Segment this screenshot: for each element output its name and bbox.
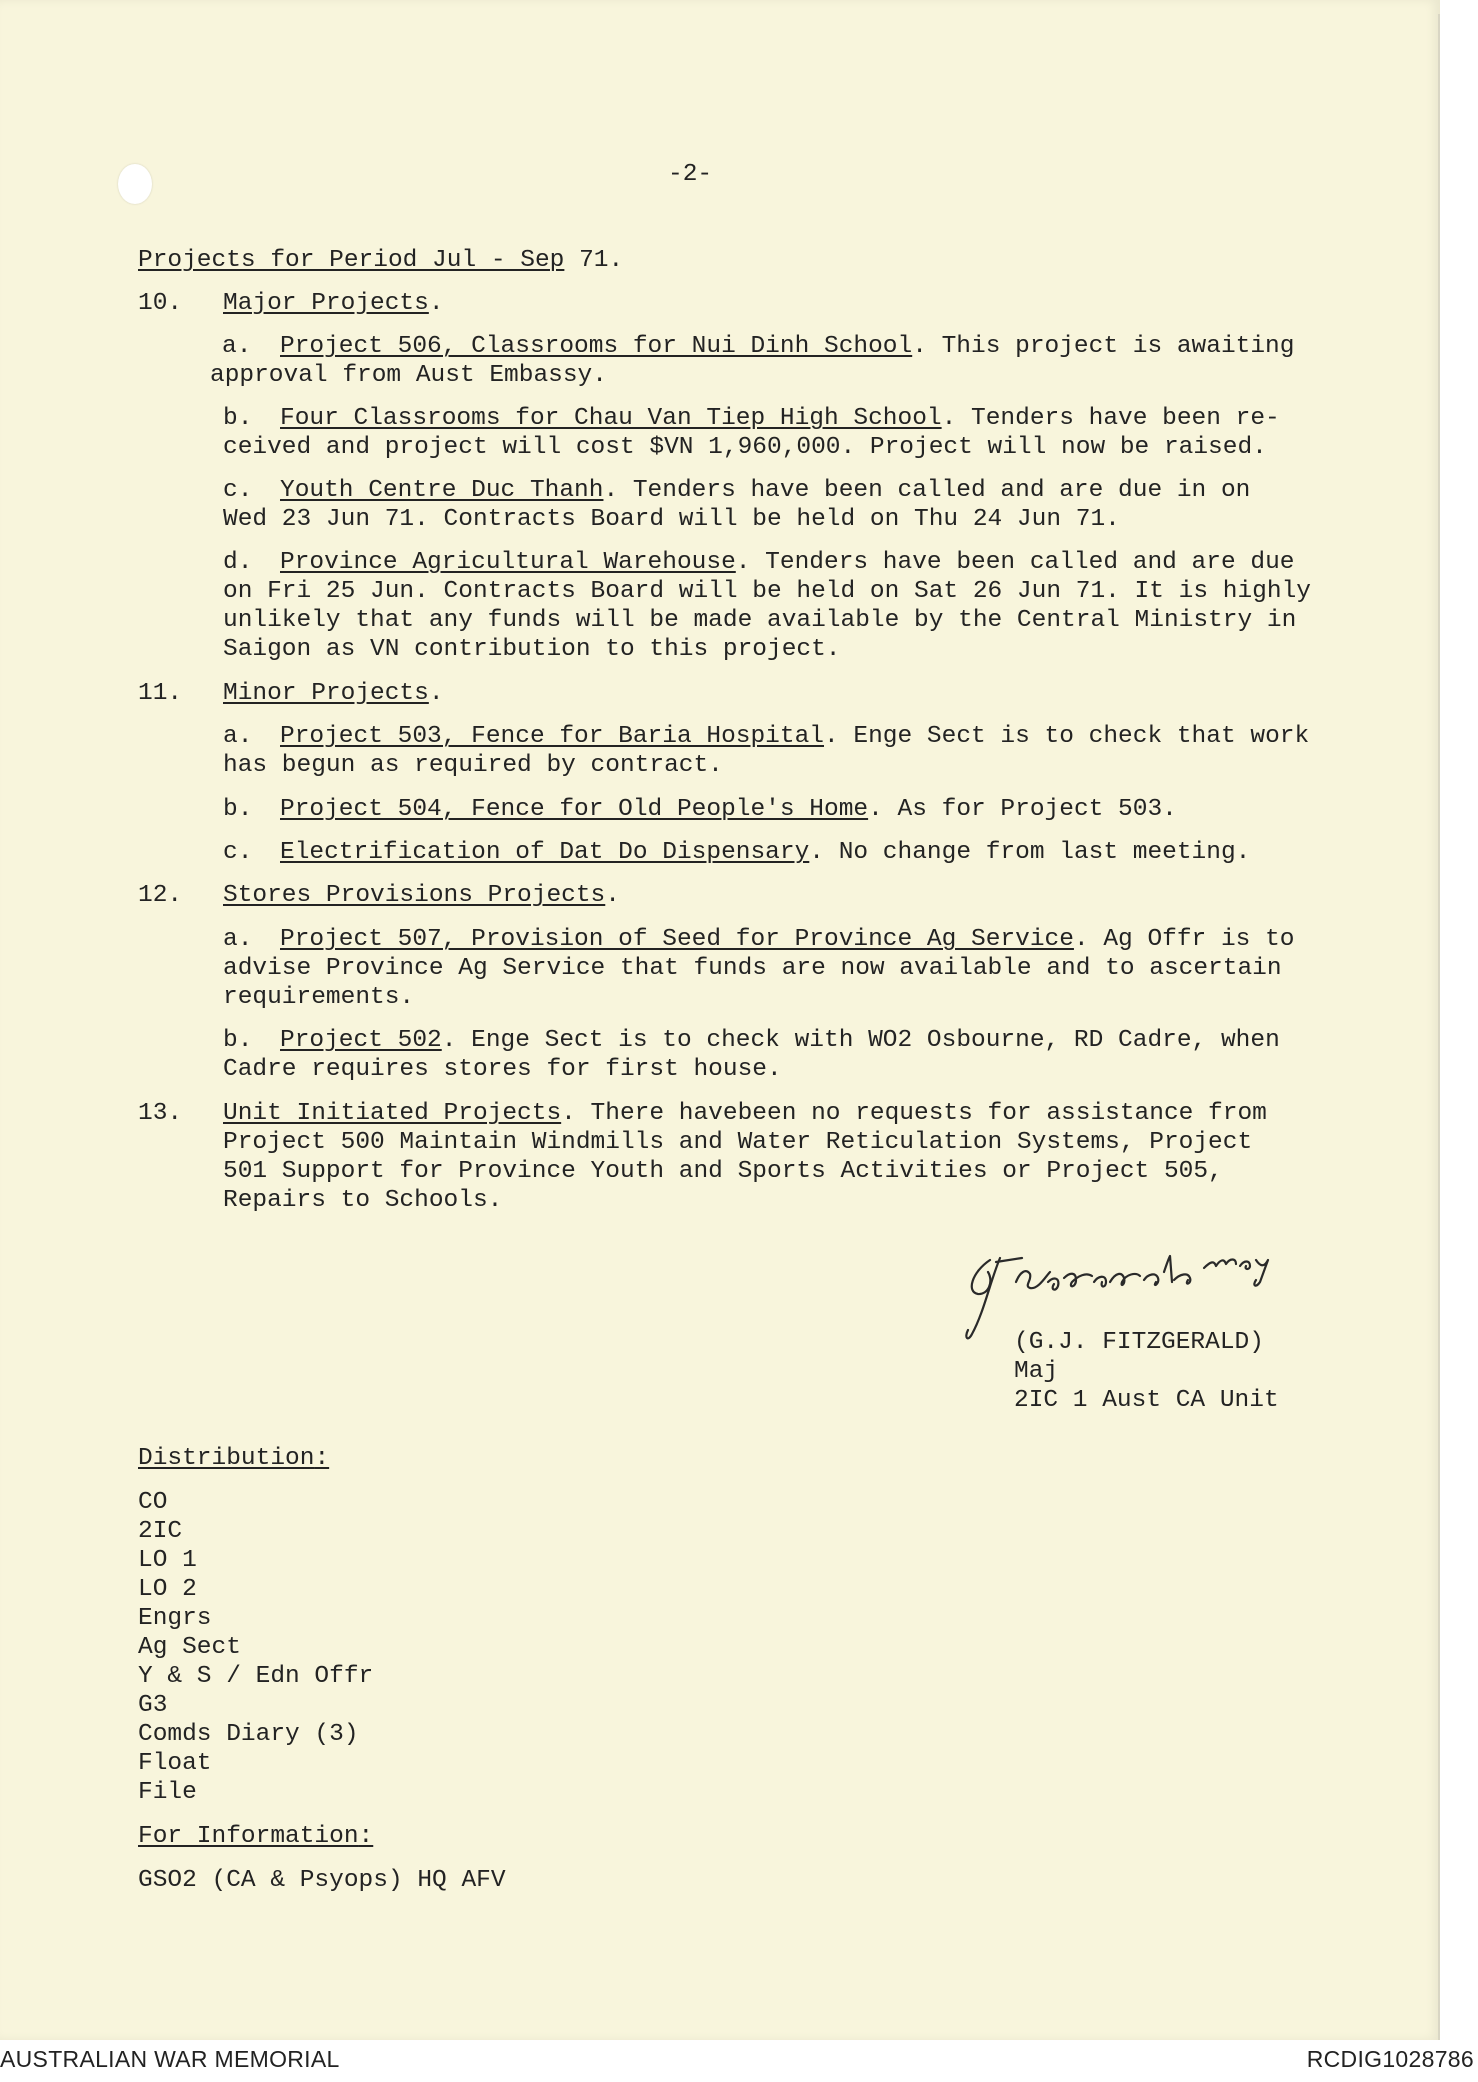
list-item: Float: [138, 1750, 212, 1777]
list-item: c. Youth Centre Duc Thanh. Tenders have been called and are due in on Wed 23 Jun 71. Contracts Board will be held on Thu 24 Jun 71.: [223, 477, 1251, 533]
list-item: Comds Diary (3): [138, 1721, 359, 1748]
list-item: a. Project 503, Fence for Baria Hospital. Enge Sect is to check that work has begun as required by contract.: [223, 723, 1310, 779]
list-item: a. Project 507, Provision of Seed for Province Ag Service. Ag Offr is to advise Province Ag Service that funds are now available and to ascertain requirements.: [223, 926, 1295, 1011]
section-number: 13.: [138, 1100, 183, 1127]
list-item: 2IC: [138, 1518, 183, 1545]
period-heading: Projects for Period Jul - Sep 71.: [138, 247, 624, 274]
section-heading: Major Projects.: [223, 290, 444, 317]
signature-block: [1014, 1328, 1279, 1415]
list-item: b. Four Classrooms for Chau Van Tiep High School. Tenders have been re- ceived and project will cost $VN 1,960,000. Project will now be raised.: [223, 405, 1280, 461]
list-item: File: [138, 1779, 197, 1806]
sheet-edge: [1438, 14, 1440, 2040]
list-item: CO: [138, 1489, 168, 1516]
signatory-rank: Maj: [1014, 1358, 1059, 1385]
list-item: LO 2: [138, 1576, 197, 1603]
list-item: Engrs: [138, 1605, 212, 1632]
section-paragraph: Unit Initiated Projects. There havebeen no requests for assistance from Project 500 Maintain Windmills and Water Reticulation Systems, Project 501 Support for Province Youth and Sports Activities or Project 505, Repairs to Schools.: [223, 1100, 1267, 1214]
list-item: a. Project 506, Classrooms for Nui Dinh School. This project is awaiting approval from Aust Embassy.: [210, 333, 1295, 389]
signatory-name: (G.J. FITZGERALD): [1014, 1329, 1264, 1356]
section-number: 10.: [138, 290, 183, 317]
section-heading: Minor Projects.: [223, 680, 444, 707]
page-number: -2-: [668, 161, 713, 188]
list-item: d. Province Agricultural Warehouse. Tenders have been called and are due on Fri 25 Jun. Contracts Board will be held on Sat 26 Jun 71. It is highly unlikely that any funds will be made available by the Central Ministry in Saigon as VN contribution to this project.: [223, 549, 1311, 663]
list-item: GSO2 (CA & Psyops) HQ AFV: [138, 1867, 506, 1894]
distribution-list: [138, 1488, 373, 1807]
distribution-heading: Distribution:: [138, 1445, 330, 1472]
section-number: 11.: [138, 680, 183, 707]
list-item: b. Project 502. Enge Sect is to check with WO2 Osbourne, RD Cadre, when Cadre requires stores for first house.: [223, 1027, 1280, 1083]
list-item: G3: [138, 1692, 168, 1719]
footer-source: AUSTRALIAN WAR MEMORIAL: [0, 2046, 340, 2072]
list-item: Ag Sect: [138, 1634, 241, 1661]
section-number: 12.: [138, 882, 183, 909]
section-heading: Stores Provisions Projects.: [223, 882, 620, 909]
punch-hole: [118, 164, 152, 204]
for-information-heading: For Information:: [138, 1823, 374, 1850]
footer-record-id: RCDIG1028786: [1306, 2046, 1474, 2072]
list-item: b. Project 504, Fence for Old People's Home. As for Project 503.: [223, 796, 1177, 823]
list-item: Y & S / Edn Offr: [138, 1663, 374, 1690]
list-item: LO 1: [138, 1547, 197, 1574]
signatory-appointment: 2IC 1 Aust CA Unit: [1014, 1387, 1279, 1414]
list-item: c. Electrification of Dat Do Dispensary. No change from last meeting.: [223, 839, 1251, 866]
